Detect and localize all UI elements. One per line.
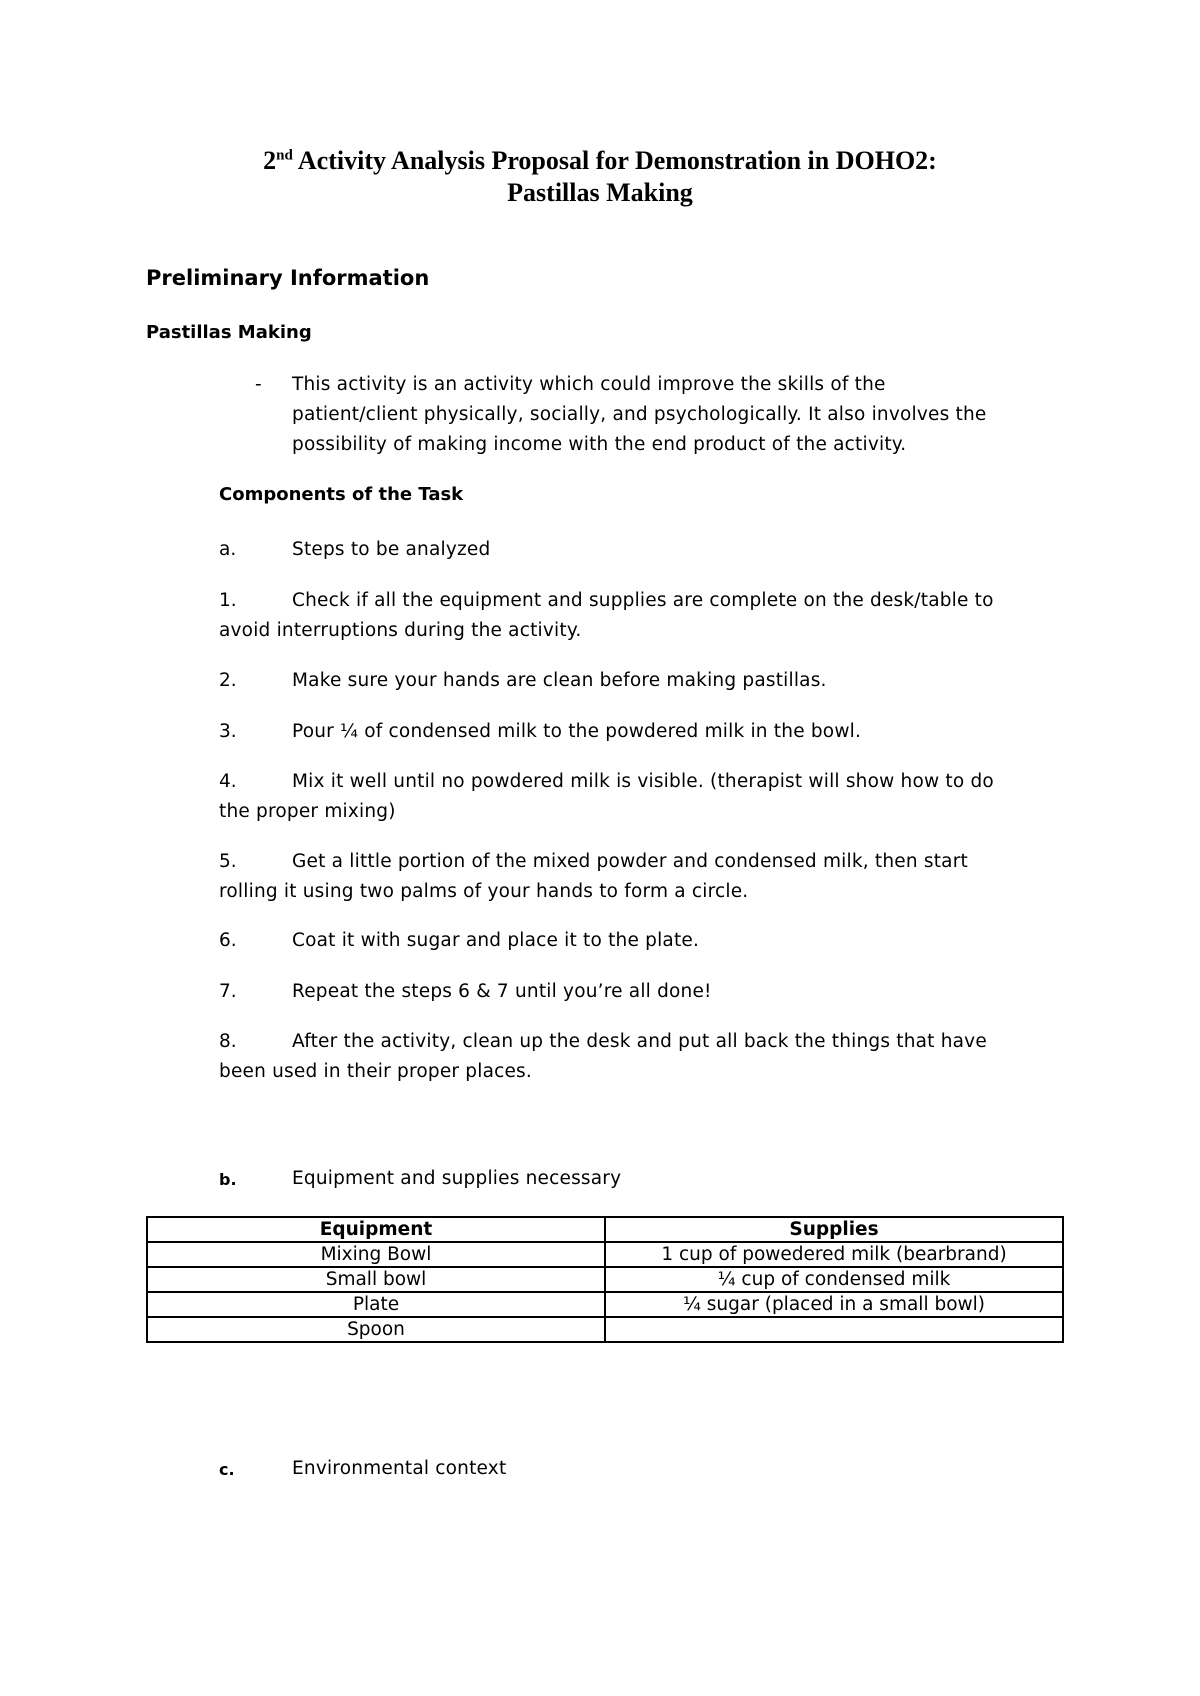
step-text-continued: rolling it using two palms of your hands to form a circle. xyxy=(219,881,749,902)
table-row xyxy=(147,1292,1063,1317)
preliminary-heading: Preliminary Information xyxy=(146,266,430,290)
step-number: 1. xyxy=(219,590,237,611)
section-c-text: Environmental context xyxy=(292,1458,507,1479)
step-text: Get a little portion of the mixed powder and condensed milk, then start xyxy=(292,851,968,872)
step-text: After the activity, clean up the desk and put all back the things that have xyxy=(292,1031,987,1052)
equipment-supplies-table xyxy=(146,1216,1064,1343)
description-line: This activity is an activity which could improve the skills of the xyxy=(292,374,886,395)
page-subtitle: Pastillas Making xyxy=(507,178,693,207)
section-a-label: a. xyxy=(219,539,237,560)
page-title xyxy=(0,146,1200,176)
table-cell: Spoon xyxy=(147,1317,605,1342)
step-number: 3. xyxy=(219,721,237,742)
step-number: 6. xyxy=(219,930,237,951)
description-bullet: - xyxy=(255,374,262,395)
step-text: Pour ¼ of condensed milk to the powdered milk in the bowl. xyxy=(292,721,862,742)
step-text: Coat it with sugar and place it to the plate. xyxy=(292,930,700,951)
table-cell: Mixing Bowl xyxy=(147,1242,605,1267)
step-number: 4. xyxy=(219,771,237,792)
step-text-continued: been used in their proper places. xyxy=(219,1061,532,1082)
table-cell: 1 cup of powedered milk (bearbrand) xyxy=(605,1242,1063,1267)
section-a-text: Steps to be analyzed xyxy=(292,539,491,560)
table-cell: Plate xyxy=(147,1292,605,1317)
step-text: Make sure your hands are clean before making pastillas. xyxy=(292,670,827,691)
step-number: 5. xyxy=(219,851,237,872)
step-text-continued: the proper mixing) xyxy=(219,801,396,822)
table-header-row xyxy=(147,1217,1063,1242)
components-heading: Components of the Task xyxy=(219,484,464,505)
title-line1: Activity Analysis Proposal for Demonstration in DOHO2: xyxy=(292,146,937,175)
step-number: 2. xyxy=(219,670,237,691)
table-row xyxy=(147,1267,1063,1292)
table-cell xyxy=(605,1317,1063,1342)
step-number: 8. xyxy=(219,1031,237,1052)
step-number: 7. xyxy=(219,981,237,1002)
section-c-label: c. xyxy=(219,1460,235,1479)
description-line: patient/client physically, socially, and psychologically. It also involves the xyxy=(292,404,987,425)
table-header: Equipment xyxy=(147,1217,605,1242)
title-number: 2 xyxy=(263,146,277,175)
table-cell: Small bowl xyxy=(147,1267,605,1292)
activity-heading: Pastillas Making xyxy=(146,322,312,343)
description-line: possibility of making income with the end product of the activity. xyxy=(292,434,907,455)
step-text-continued: avoid interruptions during the activity. xyxy=(219,620,582,641)
table-cell: ¼ cup of condensed milk xyxy=(605,1267,1063,1292)
step-text: Mix it well until no powdered milk is visible. (therapist will show how to do xyxy=(292,771,994,792)
step-text: Repeat the steps 6 & 7 until you’re all done! xyxy=(292,981,712,1002)
table-cell: ¼ sugar (placed in a small bowl) xyxy=(605,1292,1063,1317)
title-superscript: nd xyxy=(276,147,293,164)
table-row xyxy=(147,1317,1063,1342)
section-b-text: Equipment and supplies necessary xyxy=(292,1168,622,1189)
table-row xyxy=(147,1242,1063,1267)
table-header: Supplies xyxy=(605,1217,1063,1242)
step-text: Check if all the equipment and supplies are complete on the desk/table to xyxy=(292,590,994,611)
section-b-label: b. xyxy=(219,1170,237,1189)
